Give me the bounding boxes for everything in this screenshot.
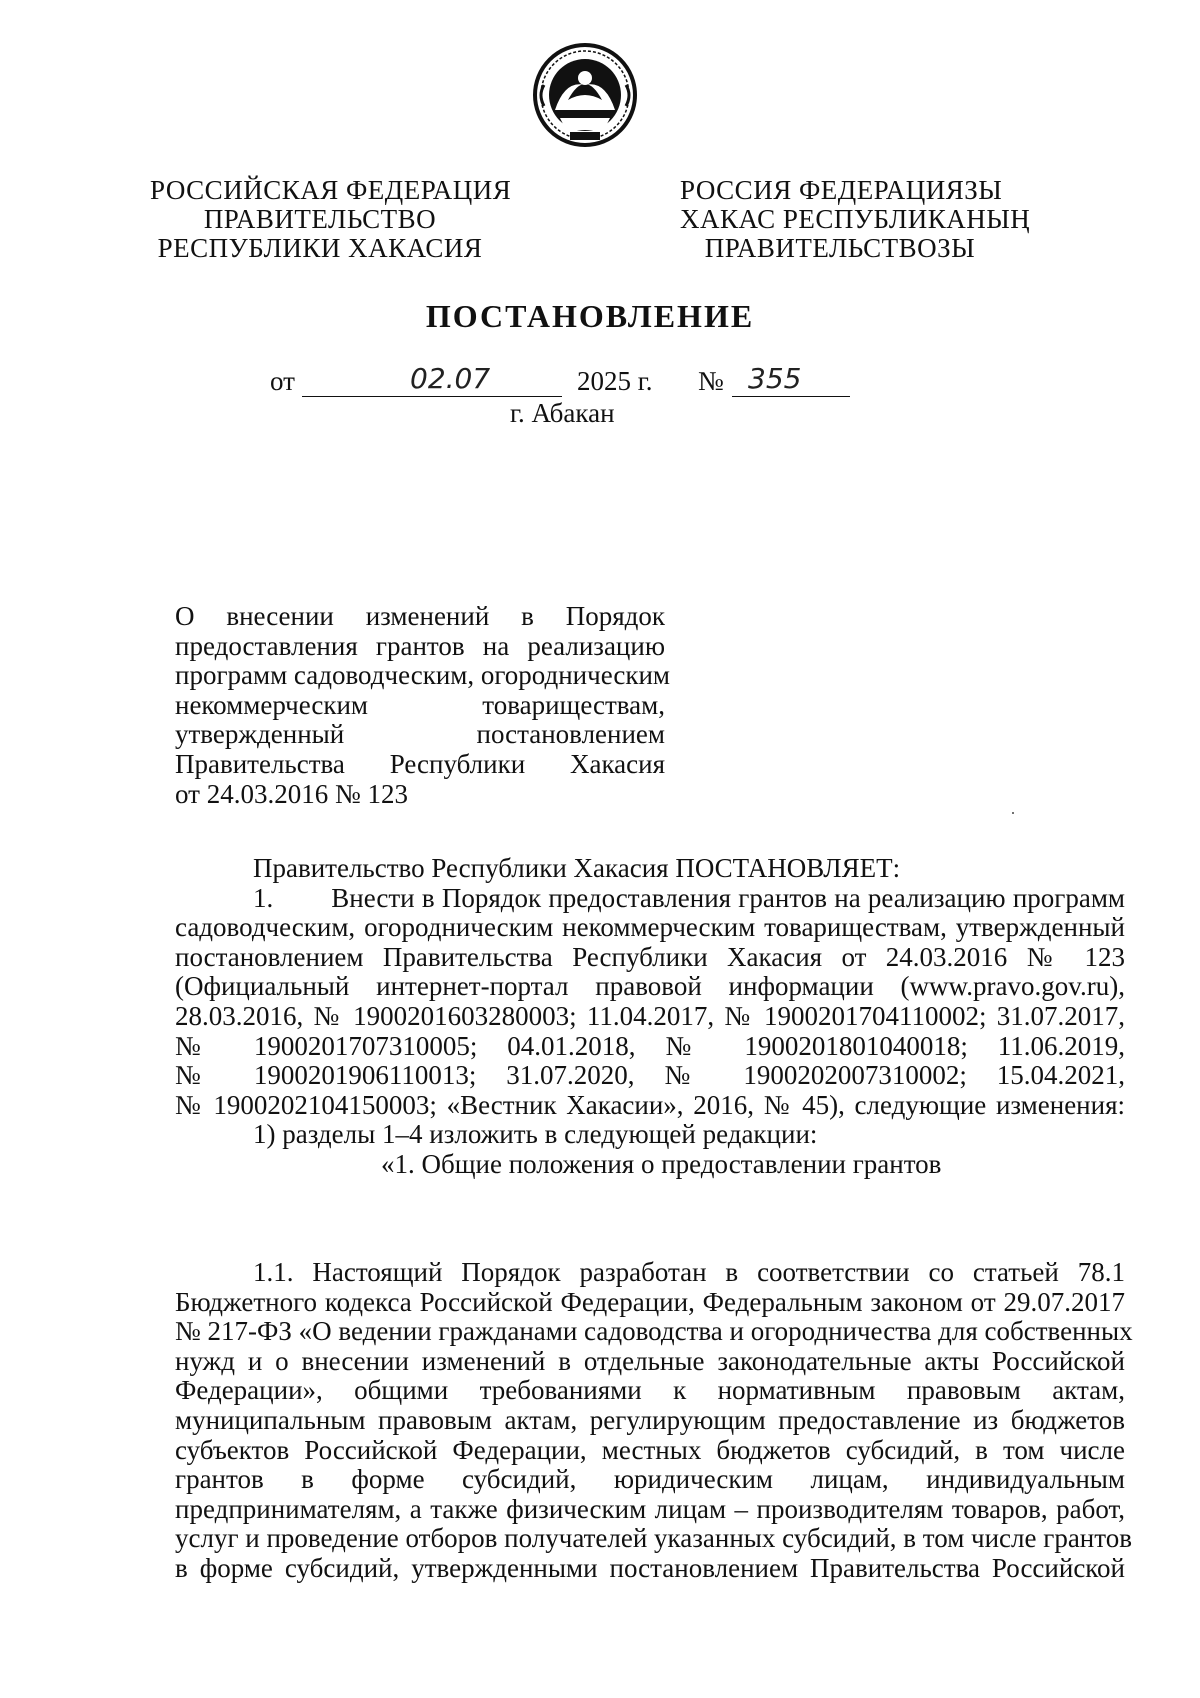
item1-number: 1. — [253, 882, 274, 913]
subject-line: от 24.03.2016 № 123 — [175, 778, 408, 809]
header-right-line: ХАКАС РЕСПУБЛИКАНЫҢ — [680, 204, 1031, 234]
handwritten-number: 355 — [748, 362, 802, 395]
subject-line: утвержденный постановлением — [175, 719, 665, 750]
handwritten-date: 02.07 — [410, 362, 491, 395]
item1-line: постановлением Правительства Республики Хакасия от 24.03.2016 № 123 — [175, 941, 1125, 972]
subject-line: программ садоводческим, огородническим — [175, 660, 670, 691]
item1-line: № 1900202104150003; «Вестник Хакасии», 2016, № 45), следующие изменения: — [175, 1089, 1125, 1120]
number-label: № — [698, 366, 724, 396]
paragraph-1-1 — [175, 1257, 1133, 1584]
scan-speck — [1012, 812, 1014, 814]
header-right — [680, 175, 1031, 263]
city: г. Абакан — [510, 398, 615, 428]
header-left — [150, 175, 512, 263]
item1-line: (Официальный интернет-портал правовой информации (www.pravo.gov.ru), — [175, 971, 1125, 1002]
subject-line: Правительства Республики Хакасия — [175, 748, 665, 779]
paragraph-line: нужд и о внесении изменений в отдельные законодательные акты Российской — [175, 1345, 1125, 1376]
item1-first-line — [175, 884, 1125, 914]
subject-line: предоставления грантов на реализацию — [175, 630, 665, 661]
paragraph-line: Федерации», общими требованиями к нормативным правовым актам, — [175, 1375, 1125, 1406]
subject-line: О внесении изменений в Порядок — [175, 601, 665, 631]
preamble: Правительство Республики Хакасия ПОСТАНОВЛЯЕТ: — [253, 853, 901, 883]
year-label: 2025 г. — [577, 366, 653, 396]
paragraph-line: грантов в форме субсидий, юридическим лицам, индивидуальным — [175, 1464, 1125, 1495]
header-left-line: РЕСПУБЛИКИ ХАКАСИЯ — [157, 233, 483, 263]
subject-block — [175, 601, 670, 809]
paragraph-line: 1.1. Настоящий Порядок разработан в соответствии со статьей 78.1 — [253, 1257, 1125, 1287]
paragraph-line: услуг и проведение отборов получателей указанных субсидий, в том числе грантов — [175, 1523, 1132, 1554]
header-left-line: РОССИЙСКАЯ ФЕДЕРАЦИЯ — [150, 175, 512, 205]
header-left-line: ПРАВИТЕЛЬСТВО — [203, 204, 437, 234]
paragraph-line: № 217-ФЗ «О ведении гражданами садоводства и огородничества для собственных — [175, 1316, 1133, 1347]
paragraph-line: в форме субсидий, утвержденными постановлением Правительства Российской — [175, 1552, 1125, 1583]
paragraph-line: Бюджетного кодекса Российской Федерации, Федеральным законом от 29.07.2017 — [175, 1286, 1125, 1317]
item1-line: 28.03.2016, № 1900201603280003; 11.04.2017, № 1900201704110002; 31.07.2017, — [175, 1000, 1125, 1031]
header-right-line: ПРАВИТЕЛЬСТВОЗЫ — [704, 233, 976, 263]
from-label: от — [270, 366, 295, 396]
header-right-line: РОССИЯ ФЕДЕРАЦИЯЗЫ — [680, 175, 1003, 205]
body-text — [175, 854, 1125, 1180]
paragraph-line: субъектов Российской Федерации, местных бюджетов субсидий, в том числе — [175, 1434, 1125, 1465]
coat-of-arms-icon — [530, 40, 640, 150]
paragraph-line: предпринимателям, а также физическим лицам – производителям товаров, работ, — [175, 1493, 1125, 1524]
document-title: ПОСТАНОВЛЕНИЕ — [425, 298, 755, 334]
paragraph-line: муниципальным правовым актам, регулирующим предоставление из бюджетов — [175, 1404, 1125, 1435]
item1-line: Внести в Порядок предоставления грантов на реализацию программ — [331, 882, 1125, 913]
subject-line: некоммерческим товариществам, — [175, 689, 665, 720]
item1-line: садоводческим, огородническим некоммерческим товариществам, утвержденный — [175, 912, 1125, 943]
sub-item: 1) разделы 1–4 изложить в следующей редакции: — [253, 1119, 818, 1150]
item1-line: № 1900201707310005; 04.01.2018, № 1900201801040018; 11.06.2019, — [175, 1030, 1125, 1061]
section-heading: «1. Общие положения о предоставлении грантов — [381, 1148, 942, 1179]
item1-line: № 1900201906110013; 31.07.2020, № 1900202007310002; 15.04.2021, — [175, 1060, 1125, 1091]
